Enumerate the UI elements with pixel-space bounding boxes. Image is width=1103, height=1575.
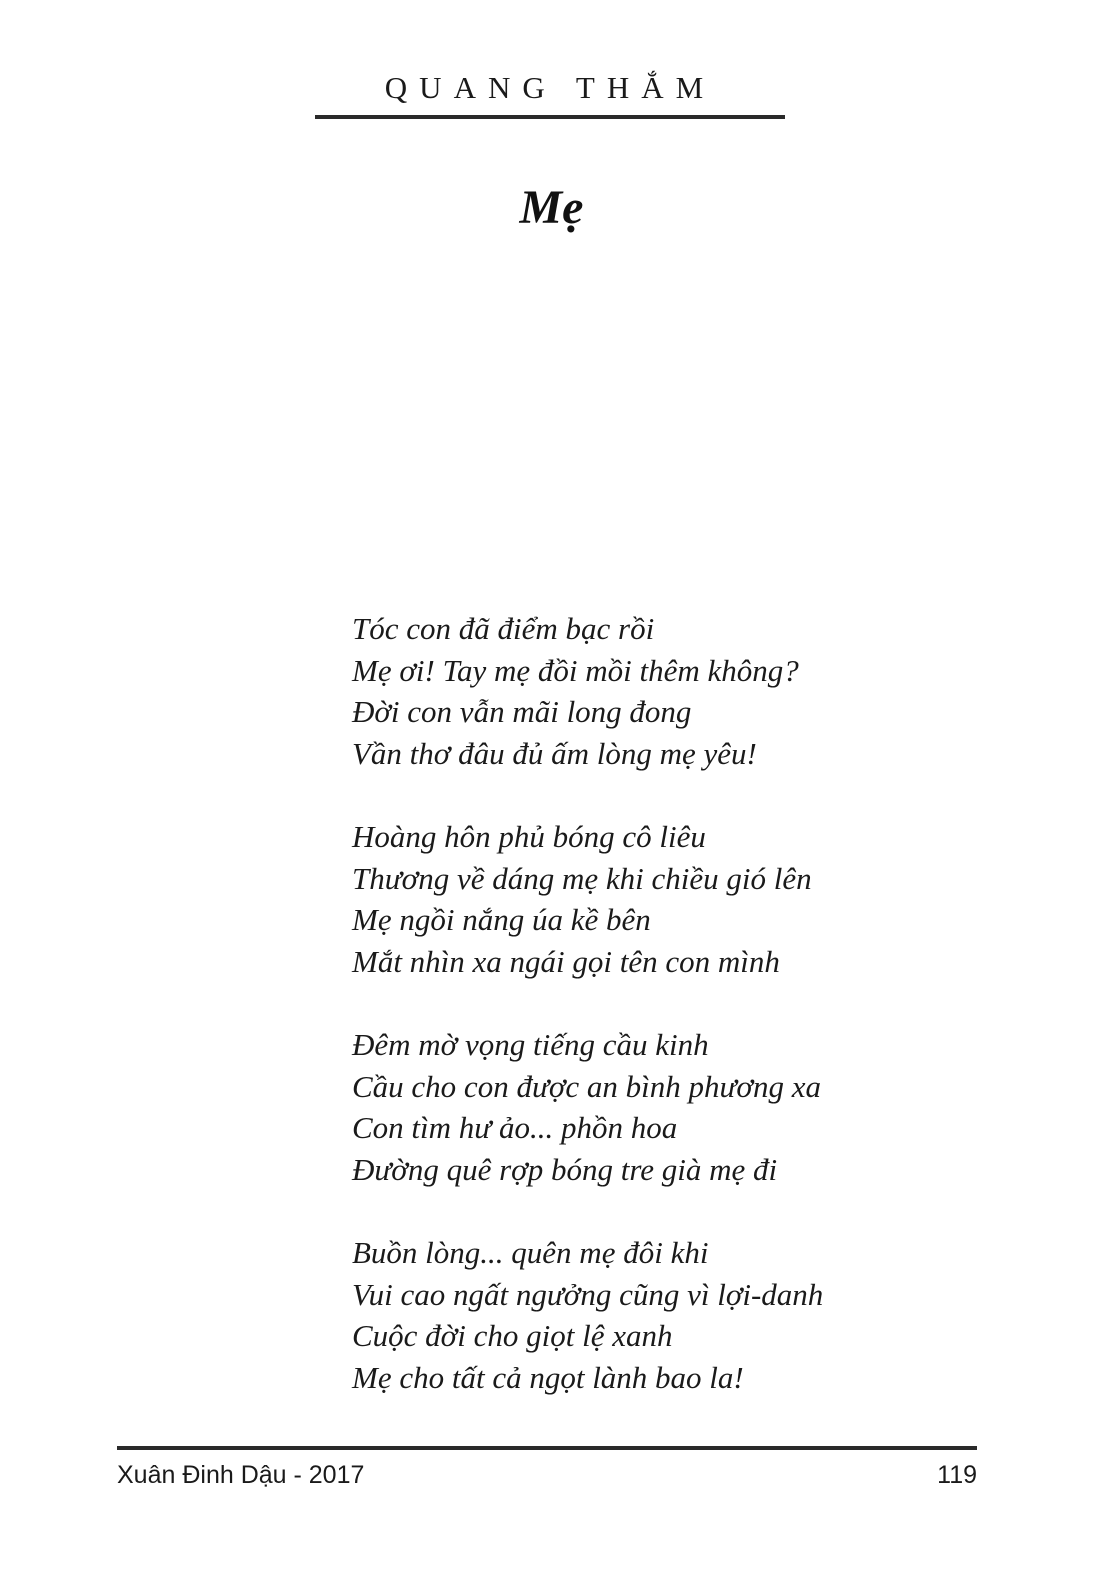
poem-title: Mẹ [519,181,584,234]
publication-label: Xuân Đinh Dậu - 2017 [117,1461,365,1489]
page-number: 119 [937,1461,977,1489]
stanza-2 [352,816,823,982]
footer-divider [117,1446,977,1450]
poem-body [352,608,823,1440]
poem-line: Cầu cho con được an bình phương xa [352,1068,821,1104]
poem-line: Hoàng hôn phủ bóng cô liêu [352,819,706,854]
poem-line: Đêm mờ vọng tiếng cầu kinh [352,1027,709,1062]
stanza-3 [352,1024,823,1190]
poem-line: Thương về dáng mẹ khi chiều gió lên [352,860,812,896]
poem-line: Vần thơ đâu đủ ấm lòng mẹ yêu! [352,735,757,771]
poem-line: Đường quê rợp bóng tre già mẹ đi [352,1151,778,1187]
poem-line: Tóc con đã điểm bạc rồi [352,611,655,646]
poem-line: Mắt nhìn xa ngái gọi tên con mình [352,943,780,979]
author-name: QUANG THẮM [384,70,716,105]
poem-line: Mẹ ngồi nắng úa kề bên [352,902,651,937]
poem-line: Con tìm hư ảo... phồn hoa [352,1110,678,1145]
stanza-4 [352,1232,823,1398]
poem-line: Buồn lòng... quên mẹ đôi khi [352,1235,709,1270]
header-divider [315,115,785,119]
poem-line: Cuộc đời cho giọt lệ xanh [352,1318,673,1353]
poem-line: Vui cao ngất ngưởng cũng vì lợi-danh [352,1276,824,1312]
stanza-1 [352,608,823,774]
poem-line: Mẹ ơi! Tay mẹ đồi mồi thêm không? [352,652,799,688]
poem-line: Mẹ cho tất cả ngọt lành bao la! [352,1359,744,1395]
poem-line: Đời con vẫn mãi long đong [352,694,692,729]
